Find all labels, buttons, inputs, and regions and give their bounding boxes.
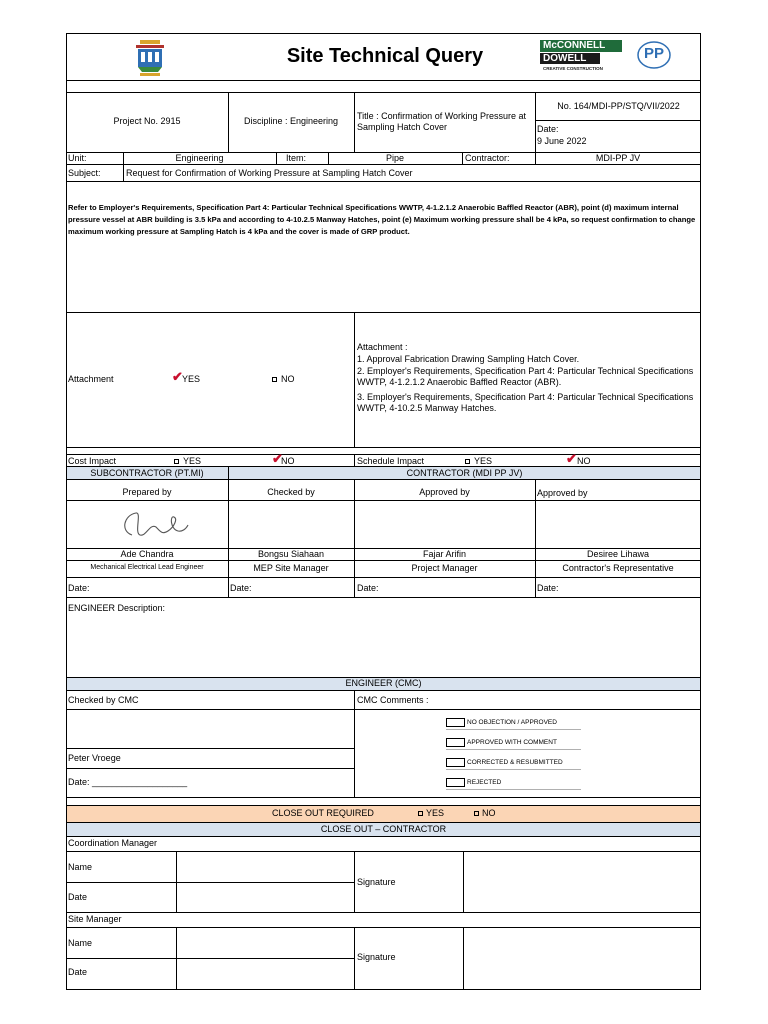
- pp-logo-text: PP: [643, 45, 664, 62]
- site-manager-date-label: Date: [68, 967, 88, 977]
- contractor-header: CONTRACTOR (MDI PP JV): [406, 468, 523, 478]
- schedule-impact-no-label: NO: [577, 456, 591, 466]
- approved-by-label-2: Approved by: [537, 488, 588, 498]
- cost-impact-label: Cost Impact: [68, 456, 117, 466]
- cmc-date-line: Date: ___________________: [68, 777, 188, 787]
- signer-date-1: Date:: [68, 583, 90, 593]
- attachment-no-checkbox[interactable]: [272, 377, 277, 382]
- prepared-by-label: Prepared by: [122, 487, 172, 497]
- cmc-option-rejected-checkbox[interactable]: [446, 778, 465, 787]
- signature-ade-chandra: [112, 505, 192, 543]
- signer-name-4: Desiree Lihawa: [586, 549, 650, 559]
- close-out-no-label: NO: [482, 808, 496, 818]
- coordination-manager-label: Coordination Manager: [68, 838, 158, 848]
- close-out-contractor-header: CLOSE OUT – CONTRACTOR: [320, 824, 447, 834]
- cmc-option-approved-comment-label: APPROVED WITH COMMENT: [467, 739, 557, 746]
- site-manager-signature-label: Signature: [357, 952, 396, 962]
- signer-role-1: Mechanical Electrical Lead Engineer: [90, 564, 204, 571]
- engineer-description-label: ENGINEER Description:: [68, 603, 166, 613]
- cmc-option-no-objection-label: NO OBJECTION / APPROVED: [467, 719, 557, 726]
- coordination-signature-label: Signature: [357, 877, 396, 887]
- attachment-list-title: Attachment :: [357, 342, 408, 352]
- coordination-date-label: Date: [68, 892, 88, 902]
- mcd-logo-line2: DOWELL: [543, 53, 587, 64]
- coordination-name-label: Name: [68, 862, 93, 872]
- cmc-option-corrected-resubmitted-checkbox[interactable]: [446, 758, 465, 767]
- subject-label: Subject:: [68, 168, 101, 178]
- attachment-yes-label: YES: [182, 374, 201, 384]
- signer-name-3: Fajar Arifin: [422, 549, 466, 559]
- contractor-value: MDI-PP JV: [595, 153, 641, 163]
- engineer-cmc-header: ENGINEER (CMC): [345, 678, 422, 688]
- attachment-list-item-2: 2. Employer's Requirements, Specification Part 4: Particular Technical Specifications WWTP, 4-1.2.1.2 Anaerobic Baffled Reactor (ABR).: [357, 366, 694, 387]
- unit-value: Engineering: [175, 153, 224, 163]
- attachment-list-item-1: 1. Approval Fabrication Drawing Sampling Hatch Cover.: [357, 354, 580, 364]
- unit-label: Unit:: [68, 153, 87, 163]
- attachment-no-label: NO: [281, 374, 295, 384]
- company-crest-logo: [130, 38, 170, 78]
- cmc-option-no-objection-checkbox[interactable]: [446, 718, 465, 727]
- subcontractor-header: SUBCONTRACTOR (PT.MI): [90, 468, 204, 478]
- signer-name-1: Ade Chandra: [120, 549, 174, 559]
- cmc-checker-name: Peter Vroege: [68, 753, 121, 763]
- date-value: 9 June 2022: [537, 136, 587, 146]
- item-label: Item:: [286, 153, 307, 163]
- signer-date-3: Date:: [357, 583, 379, 593]
- date-label: Date:: [537, 124, 559, 134]
- item-value: Pipe: [385, 153, 404, 163]
- signer-role-3: Project Manager: [411, 563, 478, 573]
- page-title: Site Technical Query: [286, 45, 484, 67]
- mcconnell-dowell-logo: [540, 40, 628, 76]
- attachment-list-item-3: 3. Employer's Requirements, Specification Part 4: Particular Technical Specifications WWTP, 4-10.2.5 Manway Hatches.: [357, 392, 694, 413]
- schedule-impact-yes-checkbox[interactable]: [465, 459, 470, 464]
- cmc-option-rejected-label: REJECTED: [467, 779, 502, 786]
- checked-by-cmc-label: Checked by CMC: [68, 695, 139, 705]
- signer-date-2: Date:: [230, 583, 252, 593]
- cmc-option-corrected-resubmitted-label: CORRECTED & RESUBMITTED: [467, 759, 563, 766]
- checked-by-label: Checked by: [267, 487, 315, 497]
- signer-role-4: Contractor's Representative: [562, 563, 674, 573]
- schedule-impact-label: Schedule Impact: [357, 456, 425, 466]
- cmc-option-approved-comment-checkbox[interactable]: [446, 738, 465, 747]
- close-out-yes-label: YES: [426, 808, 445, 818]
- subject-value: Request for Confirmation of Working Pressure at Sampling Hatch Cover: [126, 168, 413, 178]
- mcd-logo-tagline: CREATIVE CONSTRUCTION: [543, 66, 603, 71]
- query-number: No. 164/MDI-PP/STQ/VII/2022: [557, 101, 680, 111]
- signer-date-4: Date:: [537, 583, 559, 593]
- close-out-yes-checkbox[interactable]: [418, 811, 423, 816]
- close-out-required-label: CLOSE OUT REQUIRED: [272, 808, 374, 818]
- cmc-comments-label: CMC Comments :: [357, 695, 429, 705]
- query-body-text: Refer to Employer's Requirements, Specification Part 4: Particular Technical Specifications WWTP, 4-1.2.1.2 Anaerobic Baffled Reactor (ABR), point (d) maximum internal pressure vessel at ABR building is 3.5 kPa and according to 4-10.2.5 Manway Hatches, point (e) Maximum working pressure shall be 4 kPa, so request confirmation to change maximum working pressure at Sampling Hatch is 4 kPa and the cover is made of GRP product.: [68, 203, 696, 236]
- signer-name-2: Bongsu Siahaan: [257, 549, 325, 559]
- attachment-label: Attachment: [68, 374, 114, 384]
- cost-impact-no-label: NO: [281, 456, 295, 466]
- mcd-logo-line1: McCONNELL: [543, 40, 606, 51]
- query-title: Title : Confirmation of Working Pressure at Sampling Hatch Cover: [357, 111, 527, 132]
- pp-logo: [636, 40, 672, 74]
- site-manager-label: Site Manager: [68, 914, 122, 924]
- contractor-label: Contractor:: [465, 153, 510, 163]
- cost-impact-yes-checkbox[interactable]: [174, 459, 179, 464]
- cost-impact-yes-label: YES: [183, 456, 202, 466]
- schedule-impact-yes-label: YES: [474, 456, 493, 466]
- schedule-impact-no-checkmark-icon: ✔: [566, 451, 577, 466]
- project-number: Project No. 2915: [113, 116, 181, 126]
- attachment-yes-checkmark-icon: ✔: [172, 369, 183, 384]
- cost-impact-no-checkmark-icon: ✔: [272, 451, 283, 466]
- signer-role-2: MEP Site Manager: [253, 563, 329, 573]
- discipline: Discipline : Engineering: [243, 116, 339, 126]
- site-manager-name-label: Name: [68, 938, 93, 948]
- close-out-no-checkbox[interactable]: [474, 811, 479, 816]
- approved-by-label-1: Approved by: [419, 487, 470, 497]
